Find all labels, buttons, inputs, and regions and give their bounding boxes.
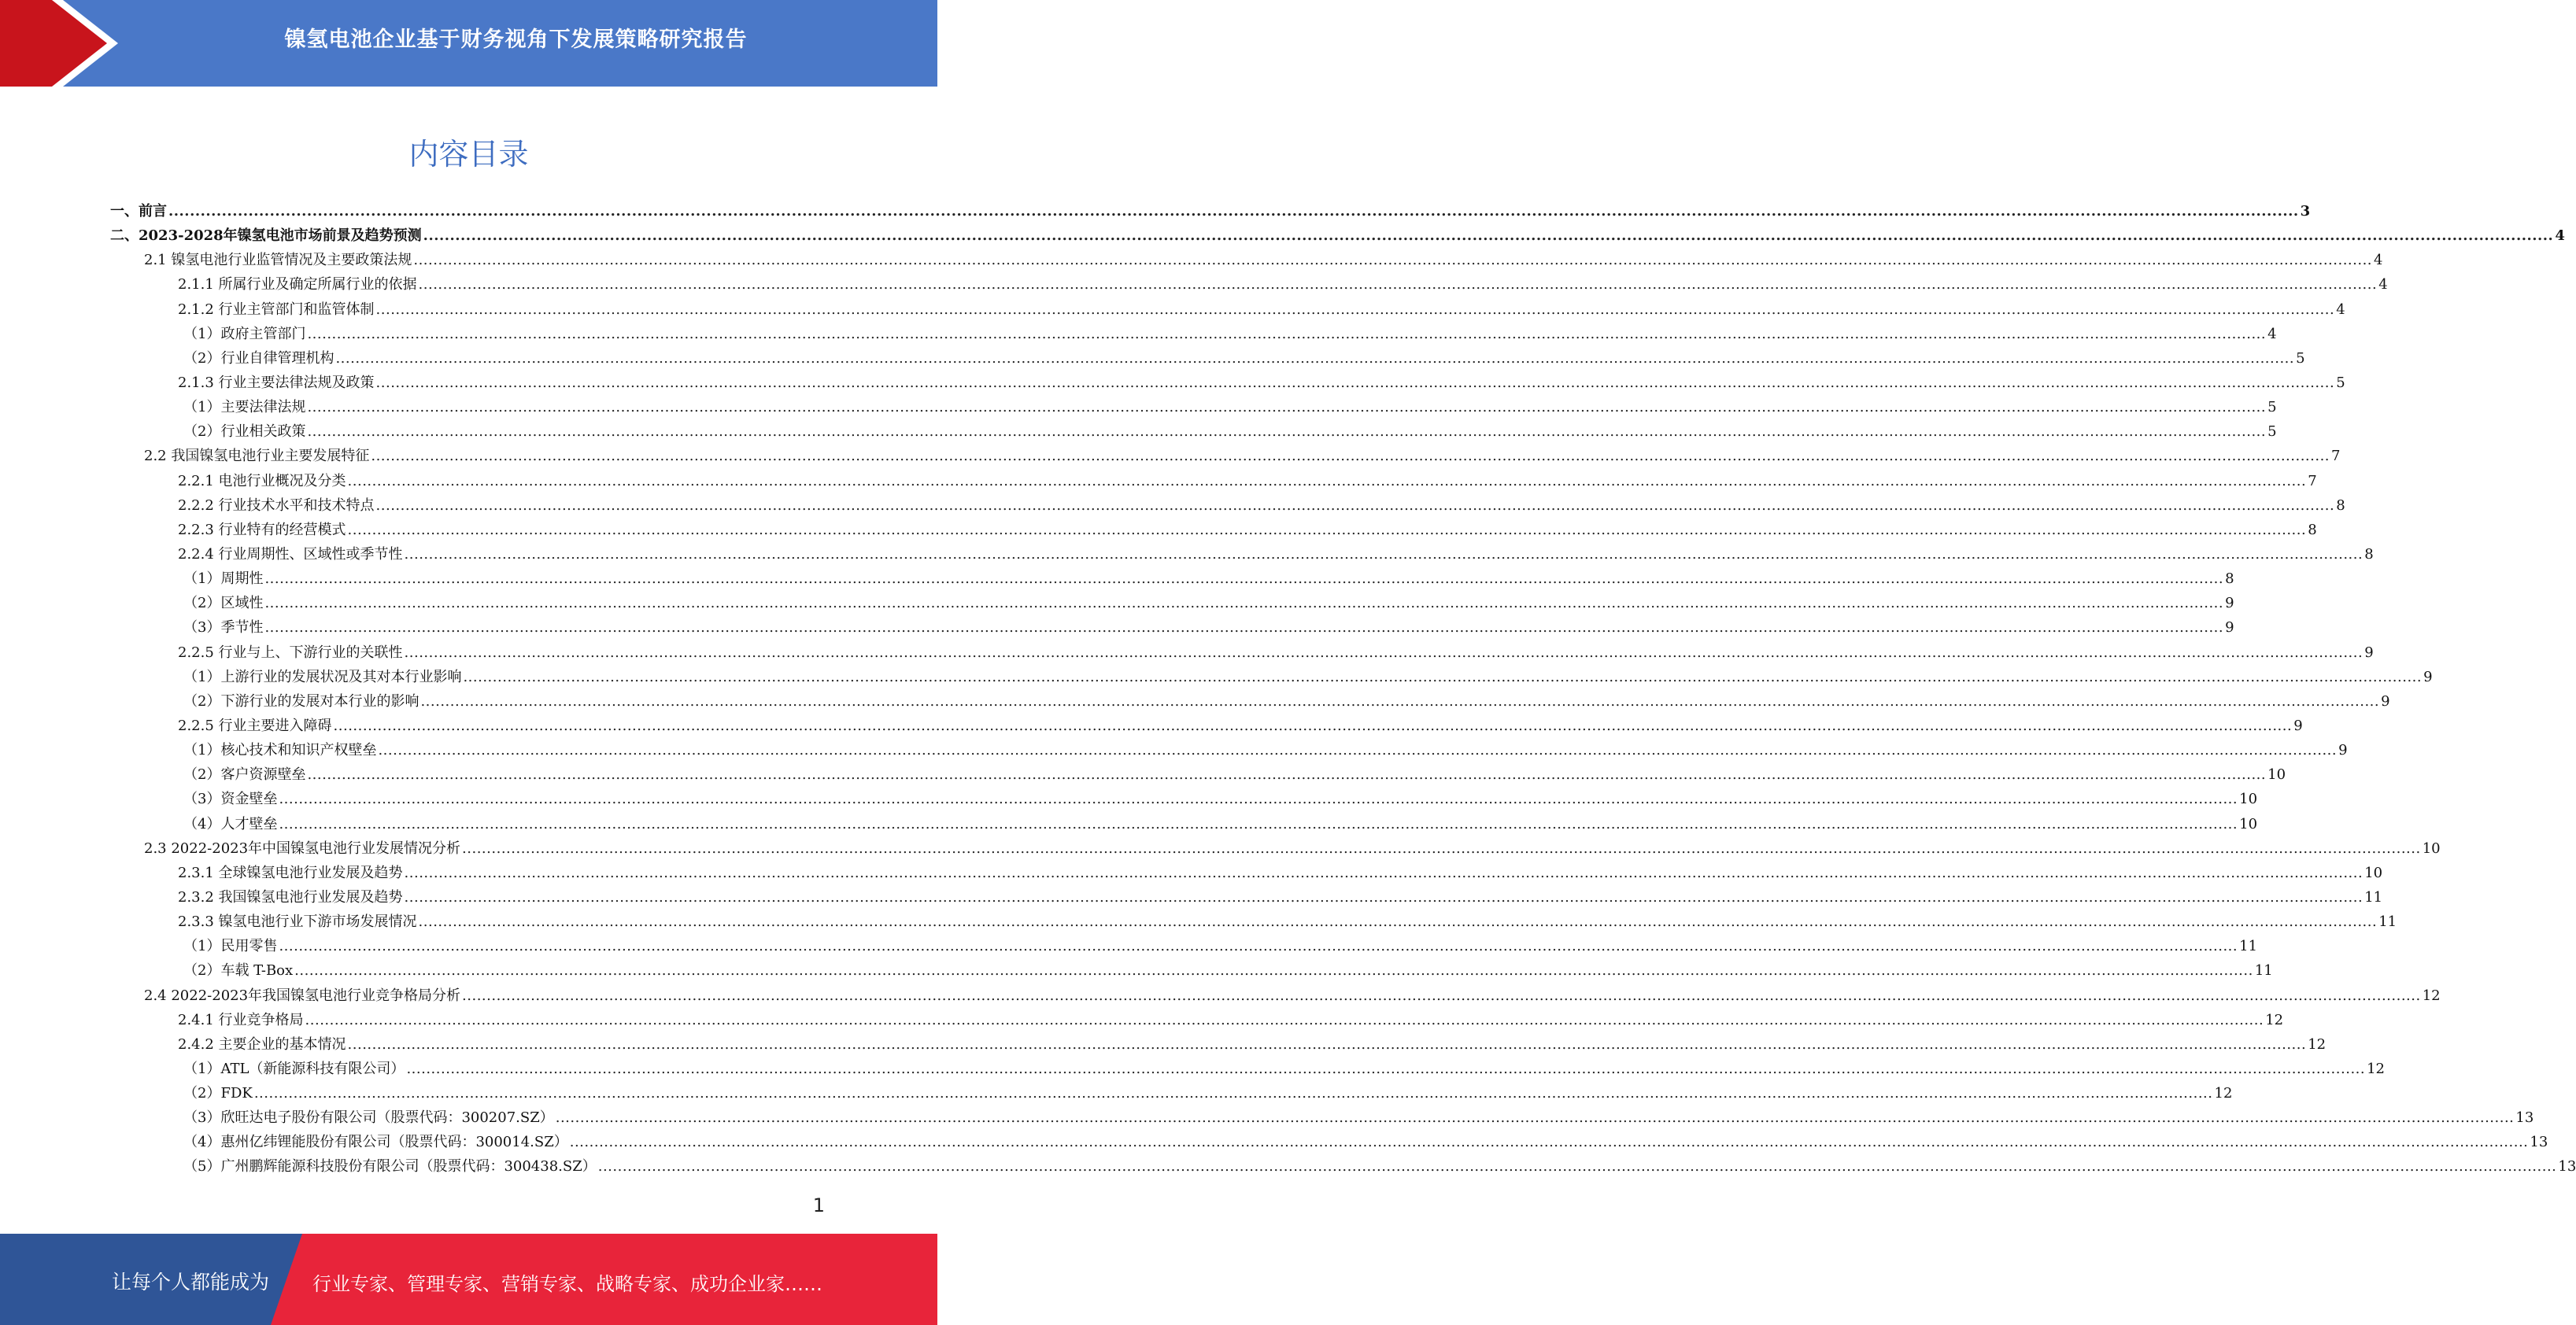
toc-entry-label: 2.4.2 主要企业的基本情况 [178,1035,346,1053]
toc-leader-dots: ................................................................................................................................................................................................................................................................................................................................................................................................................ [264,570,2224,588]
toc-entry-page: 8 [2225,570,2234,588]
toc-entry[interactable] [110,1082,2233,1106]
toc-entry[interactable] [110,641,2374,666]
toc-leader-dots: ................................................................................................................................................................................................................................................................................................................................................................................................................ [305,1011,2264,1028]
toc-entry-page: 10 [2267,766,2286,784]
toc-entry-page: 11 [2254,962,2273,980]
toc-entry-label: （1）政府主管部门 [183,325,306,342]
toc-entry[interactable] [110,323,2277,347]
toc-entry-label: 2.1.2 行业主管部门和监管体制 [178,301,375,318]
toc-entry-page: 10 [2364,864,2383,881]
toc-entry-label: （2）下游行业的发展对本行业的影响 [183,692,419,710]
toc-entry-page: 13 [2530,1134,2548,1151]
toc-entry-page: 7 [2308,472,2317,489]
toc-entry[interactable] [110,739,2348,763]
toc-entry-label: （5）广州鹏辉能源科技股份有限公司（股票代码：300438.SZ） [183,1158,597,1176]
toc-entry-page: 3 [2300,203,2311,220]
toc-entry-page: 5 [2336,374,2345,391]
toc-entry-label: （2）FDK [183,1085,253,1102]
toc-leader-dots: ................................................................................................................................................................................................................................................................................................................................................................................................................ [333,717,2293,734]
toc-entry-label: （1）周期性 [183,570,264,588]
toc-leader-dots: ................................................................................................................................................................................................................................................................................................................................................................................................................ [413,252,2373,269]
toc-entry[interactable] [110,1106,2534,1131]
toc-leader-dots: ................................................................................................................................................................................................................................................................................................................................................................................................................ [597,1158,2557,1176]
toc-entry-page: 9 [2293,717,2303,734]
toc-entry-label: （1）民用零售 [183,938,278,955]
toc-entry[interactable] [110,224,2565,249]
toc-leader-dots: ................................................................................................................................................................................................................................................................................................................................................................................................................ [168,203,2299,220]
toc-entry-label: 一、前言 [110,203,167,220]
toc-entry-label: 2.2.4 行业周期性、区域性或季节性 [178,545,403,563]
toc-entry-page: 7 [2331,448,2341,465]
toc-entry-page: 12 [2422,987,2441,1004]
toc-leader-dots: ................................................................................................................................................................................................................................................................................................................................................................................................................ [279,815,2238,832]
toc-entry-label: 2.4.1 行业竞争格局 [178,1011,304,1028]
toc-leader-dots: ................................................................................................................................................................................................................................................................................................................................................................................................................ [307,766,2267,784]
toc-leader-dots: ................................................................................................................................................................................................................................................................................................................................................................................................................ [294,962,2253,980]
toc-entry-label: 2.3.1 全球镍氢电池行业发展及趋势 [178,864,403,881]
toc-leader-dots: ................................................................................................................................................................................................................................................................................................................................................................................................................ [307,423,2267,441]
toc-entry-page: 13 [2558,1158,2576,1176]
toc-leader-dots: ................................................................................................................................................................................................................................................................................................................................................................................................................ [375,374,2335,391]
toc-leader-dots: ................................................................................................................................................................................................................................................................................................................................................................................................................ [279,938,2238,955]
toc-leader-dots: ................................................................................................................................................................................................................................................................................................................................................................................................................ [418,913,2378,931]
toc-entry-page: 10 [2239,815,2258,832]
header-banner [0,0,937,87]
toc-entry-label: （1）核心技术和知识产权壁垒 [183,742,377,759]
toc-entry[interactable] [110,519,2317,543]
toc-entry-label: （2）行业自律管理机构 [183,349,334,367]
toc-entry-label: （3）季节性 [183,619,264,637]
toc-entry-page: 11 [2239,938,2258,955]
toc-entry-label: （2）区域性 [183,595,264,612]
toc-entry-label: （3）资金壁垒 [183,791,278,808]
toc-entry-label: （1）上游行业的发展状况及其对本行业影响 [183,668,462,685]
footer-slogan-left: 让每个人都能成为 [112,1271,270,1294]
toc-entry-label: 2.1.3 行业主要法律法规及政策 [178,374,375,391]
toc-entry-page: 9 [2338,742,2348,759]
toc-leader-dots: ................................................................................................................................................................................................................................................................................................................................................................................................................ [371,448,2330,465]
toc-entry[interactable] [110,592,2234,616]
toc-entry[interactable] [110,273,2388,297]
toc-leader-dots: ................................................................................................................................................................................................................................................................................................................................................................................................................ [347,1035,2307,1053]
toc-entry[interactable] [110,371,2345,396]
toc-leader-dots: ................................................................................................................................................................................................................................................................................................................................................................................................................ [253,1085,2213,1102]
toc-entry-page: 11 [2378,913,2397,931]
table-of-contents [110,200,2576,1180]
header-chevron-icon [0,0,126,87]
toc-entry[interactable] [110,494,2345,519]
toc-entry-page: 12 [2265,1011,2284,1028]
toc-entry-label: （4）人才壁垒 [183,815,278,832]
toc-entry[interactable] [110,470,2317,494]
toc-entry-label: （2）车载 T-Box [183,962,294,980]
toc-entry[interactable] [110,1155,2576,1179]
toc-leader-dots: ................................................................................................................................................................................................................................................................................................................................................................................................................ [404,864,2363,881]
toc-entry-page: 9 [2225,619,2234,637]
toc-entry-label: （1）主要法律法规 [183,399,306,416]
toc-entry-label: 2.2.5 行业主要进入障碍 [178,717,332,734]
toc-entry-label: 2.2.3 行业特有的经营模式 [178,521,346,538]
toc-entry-page: 4 [2378,276,2388,293]
toc-leader-dots: ................................................................................................................................................................................................................................................................................................................................................................................................................ [375,301,2335,318]
toc-entry[interactable] [110,666,2433,690]
toc-entry[interactable] [110,690,2390,714]
toc-entry-label: 2.3.3 镍氢电池行业下游市场发展情况 [178,913,417,931]
toc-entry-label: 2.1 镍氢电池行业监管情况及主要政策法规 [144,252,412,269]
toc-entry[interactable] [110,1033,2327,1057]
toc-entry[interactable] [110,200,2311,224]
toc-entry-page: 12 [2367,1060,2386,1077]
toc-entry-page: 4 [2267,325,2277,342]
toc-leader-dots: ................................................................................................................................................................................................................................................................................................................................................................................................................ [404,644,2363,661]
toc-entry[interactable] [110,714,2303,739]
toc-entry-page: 11 [2364,888,2383,906]
toc-entry[interactable] [110,445,2341,469]
toc-entry-page: 4 [2336,301,2345,318]
toc-entry-page: 4 [2555,227,2565,245]
toc-entry-page: 12 [2308,1035,2327,1053]
toc-entry[interactable] [110,935,2258,959]
toc-entry[interactable] [110,837,2441,862]
footer-slogan-right: 行业专家、管理专家、营销专家、战略专家、成功企业家…… [312,1273,822,1295]
toc-entry-label: （1）ATL（新能源科技有限公司） [183,1060,405,1077]
toc-entry-page: 9 [2364,644,2374,661]
toc-entry[interactable] [110,1009,2284,1033]
toc-entry-label: 2.4 2022-2023年我国镍氢电池行业竞争格局分析 [144,987,461,1004]
toc-leader-dots: ................................................................................................................................................................................................................................................................................................................................................................................................................ [335,349,2295,367]
toc-entry[interactable] [110,886,2383,910]
toc-entry-label: 2.3.2 我国镍氢电池行业发展及趋势 [178,888,403,906]
toc-entry-label: （2）行业相关政策 [183,423,306,441]
toc-leader-dots: ................................................................................................................................................................................................................................................................................................................................................................................................................ [378,742,2338,759]
toc-entry[interactable] [110,567,2234,592]
toc-entry[interactable] [110,1057,2386,1082]
toc-entry-page: 5 [2267,399,2277,416]
toc-leader-dots: ................................................................................................................................................................................................................................................................................................................................................................................................................ [404,888,2363,906]
toc-entry[interactable] [110,249,2383,273]
toc-leader-dots: ................................................................................................................................................................................................................................................................................................................................................................................................................ [423,227,2554,245]
toc-entry-page: 13 [2515,1109,2534,1127]
toc-entry-page: 4 [2374,252,2383,269]
toc-leader-dots: ................................................................................................................................................................................................................................................................................................................................................................................................................ [264,595,2224,612]
toc-entry-label: 2.2.1 电池行业概况及分类 [178,472,346,489]
header-title: 镍氢电池企业基于财务视角下发展策略研究报告 [284,28,748,52]
toc-entry-label: 2.2 我国镍氢电池行业主要发展特征 [144,448,370,465]
toc-entry[interactable] [110,347,2305,371]
toc-entry[interactable] [110,396,2277,420]
toc-entry-label: 2.2.2 行业技术水平和技术特点 [178,496,375,514]
toc-entry-label: （3）欣旺达电子股份有限公司（股票代码：300207.SZ） [183,1109,554,1127]
toc-leader-dots: ................................................................................................................................................................................................................................................................................................................................................................................................................ [279,791,2238,808]
toc-leader-dots: ................................................................................................................................................................................................................................................................................................................................................................................................................ [418,276,2378,293]
toc-entry-page: 9 [2225,595,2234,612]
toc-entry[interactable] [110,298,2345,323]
toc-entry[interactable] [110,910,2397,935]
toc-entry-label: （2）客户资源壁垒 [183,766,306,784]
toc-title: 内容目录 [408,137,529,172]
toc-entry[interactable] [110,1131,2548,1155]
toc-leader-dots: ................................................................................................................................................................................................................................................................................................................................................................................................................ [347,472,2307,489]
toc-leader-dots: ................................................................................................................................................................................................................................................................................................................................................................................................................ [406,1060,2366,1077]
toc-leader-dots: ................................................................................................................................................................................................................................................................................................................................................................................................................ [463,668,2423,685]
toc-leader-dots: ................................................................................................................................................................................................................................................................................................................................................................................................................ [462,987,2421,1004]
toc-entry-label: 2.1.1 所属行业及确定所属行业的依据 [178,276,417,293]
footer-banner [0,1234,937,1325]
toc-entry-page: 8 [2308,521,2317,538]
toc-entry[interactable] [110,420,2277,445]
toc-entry-page: 8 [2336,496,2345,514]
toc-entry-page: 9 [2423,668,2433,685]
toc-entry-page: 10 [2422,840,2441,857]
toc-leader-dots: ................................................................................................................................................................................................................................................................................................................................................................................................................ [307,399,2267,416]
toc-entry[interactable] [110,788,2258,812]
toc-entry[interactable] [110,984,2441,1009]
toc-entry-page: 5 [2267,423,2277,441]
toc-entry[interactable] [110,763,2286,788]
toc-entry-label: 二、2023-2028年镍氢电池市场前景及趋势预测 [110,227,422,245]
toc-entry-page: 8 [2364,545,2374,563]
toc-leader-dots: ................................................................................................................................................................................................................................................................................................................................................................................................................ [264,619,2224,637]
toc-entry[interactable] [110,616,2234,640]
toc-entry[interactable] [110,959,2273,984]
toc-entry-page: 12 [2214,1085,2233,1102]
toc-entry-page: 9 [2381,692,2390,710]
toc-leader-dots: ................................................................................................................................................................................................................................................................................................................................................................................................................ [347,521,2307,538]
toc-entry-page: 5 [2296,349,2305,367]
toc-entry[interactable] [110,813,2258,837]
toc-leader-dots: ................................................................................................................................................................................................................................................................................................................................................................................................................ [307,325,2267,342]
toc-entry-page: 10 [2239,791,2258,808]
toc-leader-dots: ................................................................................................................................................................................................................................................................................................................................................................................................................ [555,1109,2515,1127]
toc-leader-dots: ................................................................................................................................................................................................................................................................................................................................................................................................................ [569,1134,2529,1151]
toc-leader-dots: ................................................................................................................................................................................................................................................................................................................................................................................................................ [375,496,2335,514]
toc-entry-label: 2.3 2022-2023年中国镍氢电池行业发展情况分析 [144,840,461,857]
toc-leader-dots: ................................................................................................................................................................................................................................................................................................................................................................................................................ [404,545,2363,563]
toc-entry-label: （4）惠州亿纬锂能股份有限公司（股票代码：300014.SZ） [183,1134,568,1151]
toc-leader-dots: ................................................................................................................................................................................................................................................................................................................................................................................................................ [462,840,2421,857]
page-number: 1 [812,1194,825,1216]
toc-entry[interactable] [110,862,2383,886]
toc-entry-label: 2.2.5 行业与上、下游行业的关联性 [178,644,403,661]
toc-entry[interactable] [110,543,2374,567]
toc-leader-dots: ................................................................................................................................................................................................................................................................................................................................................................................................................ [420,692,2380,710]
